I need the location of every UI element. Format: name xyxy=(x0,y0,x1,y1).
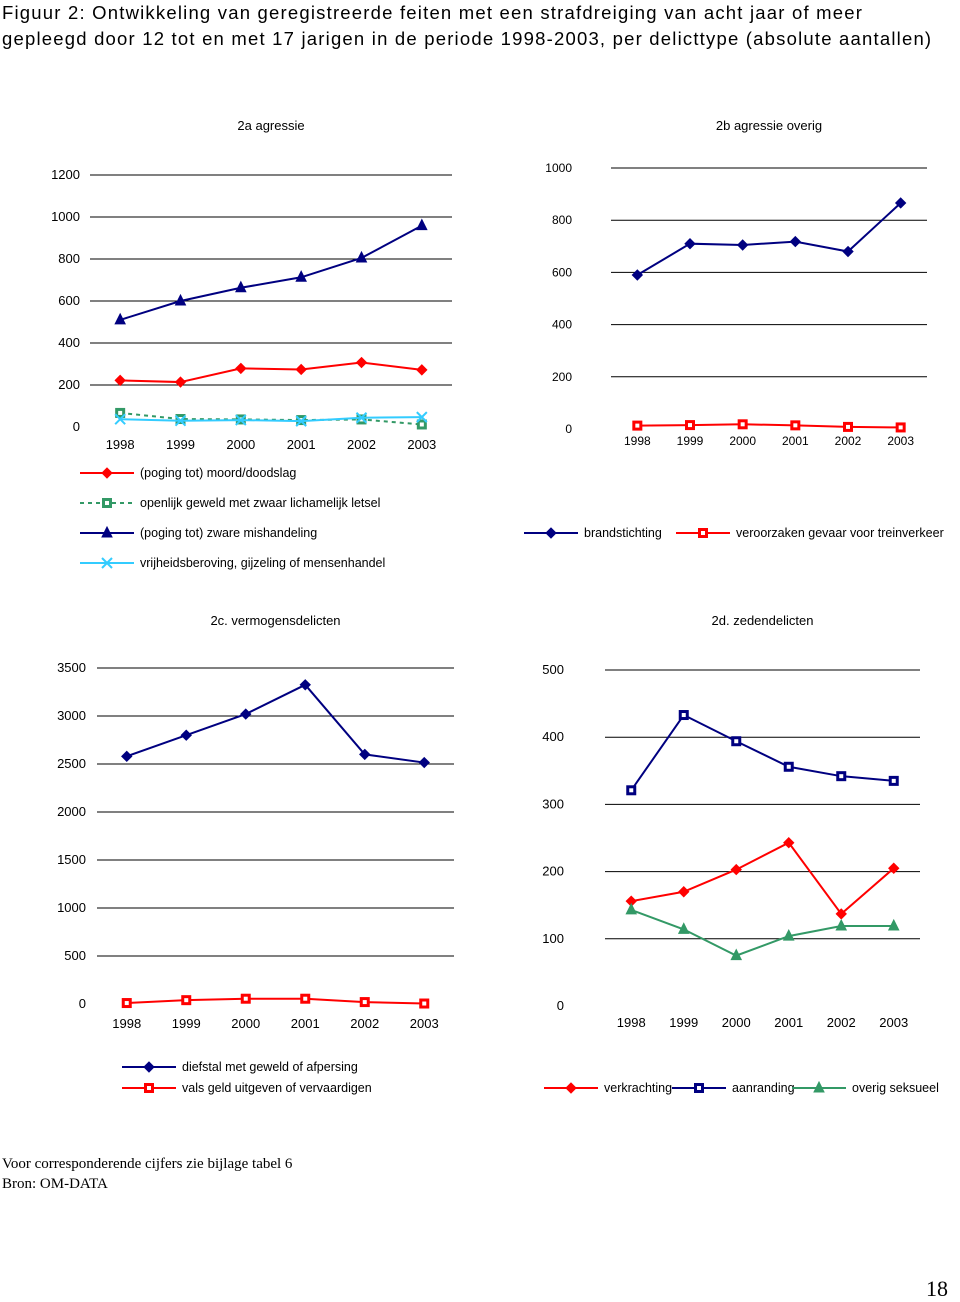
data-point-square xyxy=(420,999,429,1008)
marker-inner xyxy=(734,739,738,743)
marker-inner xyxy=(105,501,109,505)
data-point-square xyxy=(633,421,642,430)
legend-item xyxy=(120,1060,358,1074)
marker-inner xyxy=(892,779,896,783)
legend-item xyxy=(78,556,385,570)
y-tick-label: 0 xyxy=(556,998,564,1013)
chart-2b xyxy=(480,100,960,470)
x-tick-label: 2000 xyxy=(729,434,757,448)
data-point-diamond xyxy=(241,709,251,719)
data-point-square xyxy=(182,996,191,1005)
data-point-diamond xyxy=(546,528,556,538)
chart-2c xyxy=(0,595,480,1045)
chart-2a xyxy=(0,100,470,495)
x-tick-label: 1999 xyxy=(676,434,704,448)
legend-2c xyxy=(120,1060,460,1104)
legend-item xyxy=(522,526,662,540)
legend-swatch xyxy=(522,526,580,540)
data-point-diamond xyxy=(181,730,191,740)
footnote xyxy=(2,1154,292,1194)
marker-inner xyxy=(701,531,705,535)
marker-inner xyxy=(184,998,188,1002)
data-point-diamond xyxy=(632,270,642,280)
data-point-square xyxy=(889,776,898,785)
legend-swatch xyxy=(670,1081,728,1095)
x-tick-label: 2003 xyxy=(407,437,437,452)
y-tick-label: 200 xyxy=(551,369,572,384)
y-tick-label: 1500 xyxy=(57,852,86,867)
marker-inner xyxy=(787,765,791,769)
footnote-reference: Voor corresponderende cijfers zie bijlage tabel 6 xyxy=(2,1156,293,1172)
data-point-square xyxy=(122,999,131,1008)
data-point-diamond xyxy=(122,751,132,761)
data-point-square xyxy=(686,421,695,430)
data-point-square xyxy=(627,786,636,795)
data-point-diamond xyxy=(144,1062,154,1072)
series-line xyxy=(637,424,900,427)
y-tick-label: 3000 xyxy=(57,708,86,723)
legend-item xyxy=(78,496,380,510)
y-tick-label: 3500 xyxy=(57,660,86,675)
legend-swatch xyxy=(78,496,136,510)
data-point-diamond xyxy=(115,375,125,385)
y-tick-label: 600 xyxy=(551,265,572,280)
data-point-diamond xyxy=(236,363,246,373)
data-point-square xyxy=(699,529,708,538)
series-line xyxy=(631,910,894,956)
legend-label: (poging tot) zware mishandeling xyxy=(140,526,318,540)
x-tick-label: 2003 xyxy=(409,1016,439,1031)
series-line xyxy=(120,363,422,383)
x-tick-label: 1999 xyxy=(166,437,195,452)
y-tick-label: 400 xyxy=(542,729,564,745)
data-point-square xyxy=(837,772,846,781)
x-tick-label: 1999 xyxy=(669,1015,699,1030)
data-point-diamond xyxy=(731,865,741,875)
legend-label: aanranding xyxy=(732,1081,795,1095)
y-tick-label: 0 xyxy=(78,996,86,1011)
x-tick-label: 2003 xyxy=(879,1015,909,1030)
legend-item xyxy=(790,1081,939,1095)
y-tick-label: 200 xyxy=(58,377,80,392)
x-tick-label: 2002 xyxy=(350,1016,380,1031)
data-point-square xyxy=(176,415,185,424)
marker-inner xyxy=(244,997,248,1001)
x-tick-label: 2002 xyxy=(834,434,862,448)
x-tick-label: 2002 xyxy=(826,1015,856,1030)
data-point-triangle xyxy=(889,920,899,930)
x-tick-label: 2002 xyxy=(347,437,376,452)
chart-title: 2b agressie overig xyxy=(715,118,823,133)
data-point-square xyxy=(738,420,747,429)
legend-label: (poging tot) moord/doodslag xyxy=(140,466,297,480)
data-point-diamond xyxy=(357,358,367,368)
legend-2a xyxy=(78,466,478,586)
data-point-square xyxy=(791,421,800,430)
x-tick-label: 2003 xyxy=(887,434,915,448)
marker-inner xyxy=(846,425,850,429)
legend-label: brandstichting xyxy=(584,526,662,540)
data-point-square xyxy=(784,762,793,771)
y-tick-label: 200 xyxy=(542,863,564,879)
data-point-square xyxy=(360,998,369,1007)
y-tick-label: 0 xyxy=(72,419,80,434)
data-point-diamond xyxy=(102,468,112,478)
y-tick-label: 800 xyxy=(551,213,572,228)
legend-label: verkrachting xyxy=(604,1081,673,1095)
data-point-triangle xyxy=(626,904,636,914)
marker-inner xyxy=(629,788,633,792)
series-line xyxy=(637,203,900,275)
x-tick-label: 2000 xyxy=(231,1016,261,1031)
series-line xyxy=(127,685,425,763)
y-tick-label: 100 xyxy=(542,930,564,946)
marker-inner xyxy=(363,1000,367,1004)
series-line xyxy=(631,843,894,914)
x-tick-label: 2001 xyxy=(286,437,316,452)
legend-2b xyxy=(522,526,958,548)
y-tick-label: 600 xyxy=(58,293,80,308)
y-tick-label: 400 xyxy=(58,335,80,350)
marker-inner xyxy=(793,423,797,427)
x-tick-label: 2001 xyxy=(781,434,809,448)
x-tick-label: 1999 xyxy=(171,1016,201,1031)
legend-swatch xyxy=(78,556,136,570)
x-tick-label: 1998 xyxy=(112,1016,142,1031)
legend-label: vrijheidsberoving, gijzeling of mensenhandel xyxy=(140,556,386,570)
chart-title: 2a agressie xyxy=(237,118,305,133)
legend-label: diefstal met geweld of afpersing xyxy=(182,1060,358,1074)
data-point-square xyxy=(679,711,688,720)
series-line xyxy=(127,999,425,1004)
x-tick-label: 1998 xyxy=(105,437,135,452)
chart-title: 2d. zedendelicten xyxy=(711,613,814,628)
legend-item xyxy=(542,1081,672,1095)
marker-inner xyxy=(147,1086,151,1090)
figure-title: Figuur 2: Ontwikkeling van geregistreerde feiten met een strafdreiging van acht jaar of meer gepleegd door 12 tot en met 17 jarigen in de periode 1998-2003, per delicttype (absolute aantallen) xyxy=(2,2,933,49)
x-tick-label: 2000 xyxy=(721,1015,751,1030)
data-point-diamond xyxy=(679,887,689,897)
y-tick-label: 1200 xyxy=(51,167,80,182)
data-point-square xyxy=(732,737,741,746)
series-line xyxy=(120,226,422,320)
series-line xyxy=(631,715,894,790)
x-tick-label: 1998 xyxy=(616,1015,646,1030)
marker-inner xyxy=(635,424,639,428)
y-tick-label: 500 xyxy=(542,662,564,677)
legend-item xyxy=(78,466,296,480)
x-tick-label: 2001 xyxy=(290,1016,320,1031)
page-number: 18 xyxy=(926,1276,948,1301)
data-point-square xyxy=(103,499,112,508)
chart-title: 2c. vermogensdelicten xyxy=(210,613,341,628)
y-tick-label: 2500 xyxy=(57,756,86,771)
data-point-diamond xyxy=(176,377,186,387)
marker-inner xyxy=(420,422,424,426)
data-point-diamond xyxy=(685,239,695,249)
marker-inner xyxy=(303,997,307,1001)
marker-inner xyxy=(839,774,843,778)
y-tick-label: 2000 xyxy=(57,804,86,819)
marker-inner xyxy=(682,713,686,717)
x-tick-label: 2000 xyxy=(226,437,256,452)
data-point-square xyxy=(301,994,310,1003)
legend-item xyxy=(670,1081,795,1095)
legend-swatch xyxy=(120,1081,178,1095)
legend-swatch xyxy=(78,526,136,540)
y-tick-label: 400 xyxy=(551,317,572,332)
legend-label: vals geld uitgeven of vervaardigen xyxy=(182,1081,372,1095)
footnote-source: Bron: OM-DATA xyxy=(2,1176,108,1192)
legend-swatch xyxy=(120,1060,178,1074)
data-point-square xyxy=(844,422,853,431)
data-point-square xyxy=(357,415,366,424)
legend-item xyxy=(78,526,317,540)
data-point-triangle xyxy=(836,920,846,930)
data-point-diamond xyxy=(419,758,429,768)
x-tick-label: 1998 xyxy=(623,434,651,448)
data-point-diamond xyxy=(566,1083,576,1093)
legend-label: openlijk geweld met zwaar lichamelijk letsel xyxy=(140,496,381,510)
y-tick-label: 0 xyxy=(565,422,572,436)
data-point-triangle xyxy=(417,220,427,230)
data-point-square xyxy=(896,423,905,432)
data-point-square xyxy=(695,1084,704,1093)
y-tick-label: 1000 xyxy=(545,161,572,175)
marker-inner xyxy=(125,1001,129,1005)
legend-swatch xyxy=(674,526,732,540)
marker-inner xyxy=(688,423,692,427)
legend-swatch xyxy=(542,1081,600,1095)
marker-inner xyxy=(118,411,122,415)
legend-swatch xyxy=(78,466,136,480)
data-point-square xyxy=(241,994,250,1003)
legend-item xyxy=(120,1081,372,1095)
data-point-diamond xyxy=(790,237,800,247)
y-tick-label: 300 xyxy=(542,796,564,812)
marker-inner xyxy=(697,1086,701,1090)
legend-label: overig seksueel xyxy=(852,1081,939,1095)
y-tick-label: 1000 xyxy=(51,209,80,224)
y-tick-label: 800 xyxy=(58,251,80,266)
legend-swatch xyxy=(790,1081,848,1095)
y-tick-label: 1000 xyxy=(57,900,86,915)
data-point-diamond xyxy=(738,240,748,250)
legend-label: veroorzaken gevaar voor treinverkeer xyxy=(736,526,944,540)
series-line xyxy=(120,413,422,425)
legend-2d xyxy=(542,1081,952,1103)
x-tick-label: 2001 xyxy=(774,1015,804,1030)
legend-item xyxy=(674,526,944,540)
marker-inner xyxy=(741,422,745,426)
marker-inner xyxy=(899,425,903,429)
y-tick-label: 500 xyxy=(64,948,86,963)
data-point-diamond xyxy=(417,365,427,375)
marker-inner xyxy=(422,1002,426,1006)
chart-2d xyxy=(480,595,960,1045)
data-point-diamond xyxy=(296,364,306,374)
data-point-square xyxy=(145,1084,154,1093)
